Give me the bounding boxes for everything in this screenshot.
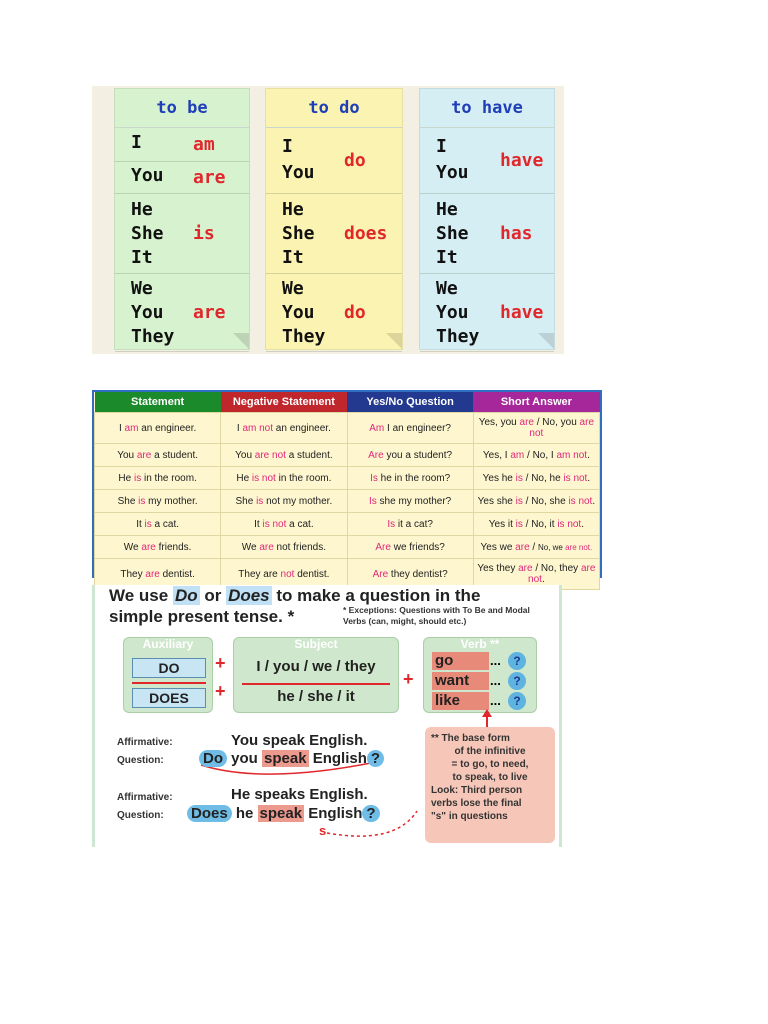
table-cell: Yes he is / No, he is not. [473, 467, 599, 490]
example-1-question: Do you speak English ? [199, 750, 384, 767]
verb-form: is [193, 223, 215, 244]
table-cell: Is it a cat? [347, 513, 473, 536]
page-curl [233, 333, 249, 349]
verb-highlight: speak [259, 805, 303, 822]
verb-card [265, 88, 403, 350]
verb-label: Verb ** [460, 637, 500, 651]
pronoun: We [131, 278, 153, 299]
conjugation-row [115, 162, 249, 194]
table-cell: It is a cat. [95, 513, 221, 536]
auxiliary-panel [123, 637, 213, 713]
table-cell: Am I an engineer? [347, 413, 473, 444]
table-cell: Is he in the room? [347, 467, 473, 490]
verb-panel: Verb ** go ... ? want ... ? like ... ? [423, 637, 537, 713]
pronoun: You [436, 302, 469, 323]
affirmative-label: Affirmative: [117, 737, 173, 748]
table-cell: I am not an engineer. [221, 413, 347, 444]
pronoun: She [282, 223, 315, 244]
table-cell: Is she my mother? [347, 490, 473, 513]
pronoun: You [131, 302, 164, 323]
example-2-affirmative: He speaks English. [231, 786, 368, 803]
table-cell: You are not a student. [221, 444, 347, 467]
does-oval: Does [187, 805, 232, 822]
table-cell: Are they dentist? [347, 559, 473, 590]
table-row [95, 490, 600, 513]
pronoun: It [131, 247, 153, 268]
verb-highlight: speak [264, 750, 307, 767]
question-mark-icon: ? [362, 805, 379, 822]
pronoun: They [282, 326, 326, 347]
page-curl [538, 333, 554, 349]
table-row [95, 467, 600, 490]
affirmative-label: Affirmative: [117, 792, 173, 803]
verb-card [114, 88, 250, 350]
table-cell: Yes, you are / No, you are not [473, 413, 599, 444]
pronoun: It [436, 247, 458, 268]
verb-form: are [193, 167, 226, 188]
question-mark-icon: ? [367, 750, 384, 767]
pronoun: We [436, 278, 458, 299]
table-cell: He is not in the room. [221, 467, 347, 490]
table-cell: They are dentist. [95, 559, 221, 590]
conjugation-row [115, 194, 249, 274]
pronoun: He [282, 199, 304, 220]
table-cell: Yes we are / No, we are not. [473, 536, 599, 559]
pronoun: He [131, 199, 153, 220]
verb-card-title: to do [266, 89, 402, 128]
verb-form: have [500, 150, 544, 171]
example-1-affirmative: You speak English. [231, 732, 368, 749]
verb-form: are [193, 302, 226, 323]
plus-sign: + [215, 681, 226, 701]
do-does-infographic [92, 585, 562, 847]
does-box: DOES [132, 688, 206, 708]
table-row [95, 513, 600, 536]
conjugation-row [266, 194, 402, 274]
pronoun: You [282, 162, 315, 183]
do-box: DO [132, 658, 206, 678]
pronoun: He [436, 199, 458, 220]
table-cell: Yes it is / No, it is not. [473, 513, 599, 536]
conjugation-row [420, 128, 554, 194]
conjugation-row [115, 274, 249, 352]
plus-sign: + [215, 653, 226, 673]
table-cell: She is not my mother. [221, 490, 347, 513]
aux-divider [132, 682, 206, 684]
question-mark-icon: ? [508, 672, 526, 690]
table-cell: We are friends. [95, 536, 221, 559]
subject-divider [242, 683, 390, 685]
verb-card-title: to have [420, 89, 554, 128]
page-curl [386, 333, 402, 349]
verb-go: go [432, 652, 489, 670]
pronoun: You [131, 165, 164, 186]
table-cell: He is in the room. [95, 467, 221, 490]
do-oval: Do [199, 750, 227, 767]
pronoun: She [131, 223, 164, 244]
verb-like: like [432, 692, 489, 710]
does-highlight: Does [228, 586, 270, 605]
pronoun: We [282, 278, 304, 299]
verb-card [419, 88, 555, 350]
pronoun: She [436, 223, 469, 244]
pronoun: I [131, 132, 142, 153]
base-form-note: ** The base form of the infinitive = to go, to need, to speak, to live Look: Third person verbs lose the final "s" in questions [425, 727, 555, 843]
example-2-question: Does he speak English ? [187, 805, 380, 822]
table-header: Negative Statement [221, 392, 347, 413]
table-header: Short Answer [473, 392, 599, 413]
verb-conjugation-cards [92, 86, 564, 354]
verb-form: am [193, 134, 215, 155]
conjugation-row [420, 274, 554, 352]
verb-card-title: to be [115, 89, 249, 128]
pronoun: They [436, 326, 480, 347]
verb-form: do [344, 150, 366, 171]
subject-plural: I / you / we / they [256, 658, 376, 675]
table-cell: It is not a cat. [221, 513, 347, 536]
table-cell: Yes they are / No, they are not. [473, 559, 599, 590]
sentence-forms-table [92, 390, 602, 585]
exceptions-note: * Exceptions: Questions with To Be and Modal Verbs (can, might, should etc.) [343, 605, 530, 626]
conjugation-row [266, 274, 402, 352]
verb-form: has [500, 223, 533, 244]
auxiliary-label: Auxiliary [142, 637, 194, 651]
verb-form: have [500, 302, 544, 323]
question-mark-icon: ? [508, 652, 526, 670]
conjugation-row [266, 128, 402, 194]
question-label: Question: [117, 755, 164, 766]
headline: We use Do or Does to make a question in the simple present tense. * [109, 586, 481, 626]
table-cell: Yes, I am / No, I am not. [473, 444, 599, 467]
pronoun: You [436, 162, 469, 183]
subject-singular: he / she / it [277, 688, 355, 705]
table-row [95, 536, 600, 559]
subject-panel [233, 637, 399, 713]
table-header: Statement [95, 392, 221, 413]
conjugation-row [115, 128, 249, 162]
table-cell: Are you a student? [347, 444, 473, 467]
verb-want: want [432, 672, 489, 690]
pronoun: It [282, 247, 304, 268]
pronoun: I [282, 136, 293, 157]
conjugation-row [420, 194, 554, 274]
table-row [95, 413, 600, 444]
pronoun: You [282, 302, 315, 323]
dropped-s-mark: s [319, 823, 327, 838]
subject-label: Subject [294, 637, 338, 651]
table-cell: She is my mother. [95, 490, 221, 513]
verb-form: does [344, 223, 388, 244]
table-cell: You are a student. [95, 444, 221, 467]
table-cell: We are not friends. [221, 536, 347, 559]
table-row [95, 444, 600, 467]
plus-sign: + [403, 669, 414, 689]
table-header: Yes/No Question [347, 392, 473, 413]
table-cell: Yes she is / No, she is not. [473, 490, 599, 513]
pronoun: They [131, 326, 175, 347]
pronoun: I [436, 136, 447, 157]
do-highlight: Do [174, 586, 198, 605]
question-label: Question: [117, 810, 164, 821]
verb-form: do [344, 302, 366, 323]
table-cell: Are we friends? [347, 536, 473, 559]
table-header-row [95, 392, 600, 413]
table-cell: I am an engineer. [95, 413, 221, 444]
table-cell: They are not dentist. [221, 559, 347, 590]
question-mark-icon: ? [508, 692, 526, 710]
